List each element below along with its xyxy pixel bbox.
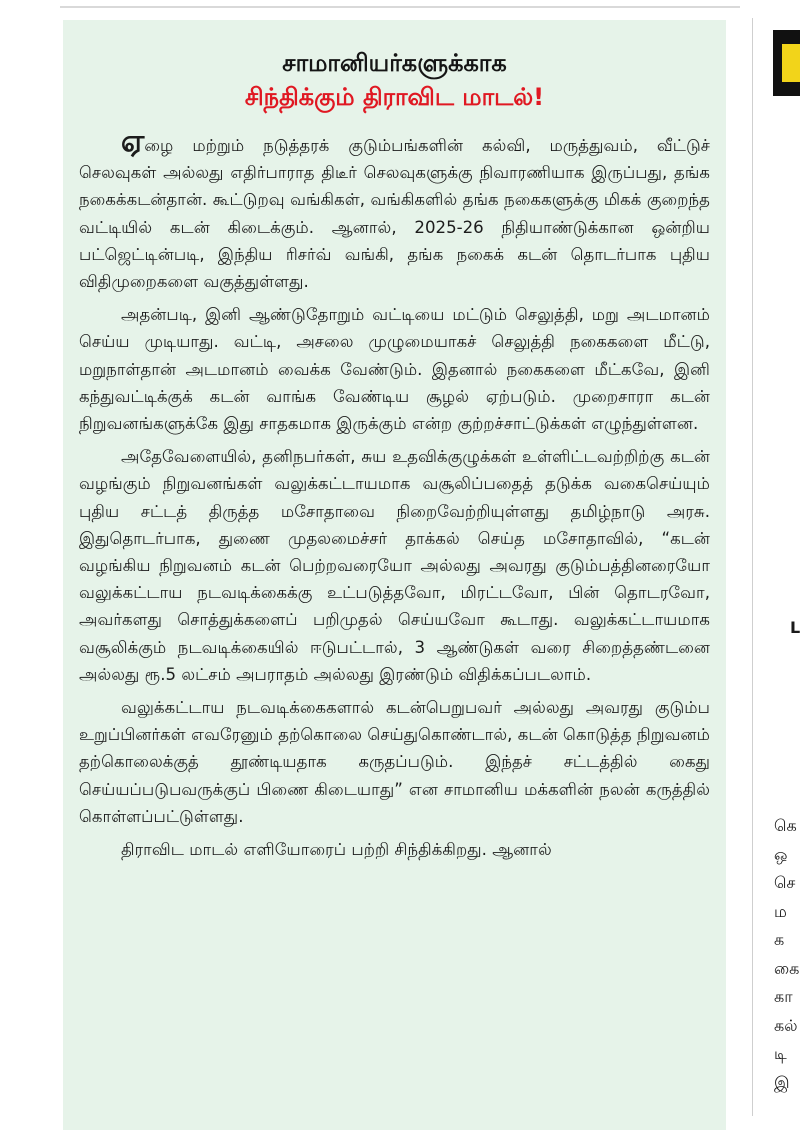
headline-line-2: சிந்திக்கும் திராவிட மாடல்! — [244, 83, 545, 111]
neighbor-line: கல் — [774, 1015, 798, 1035]
paragraph-3: அதேவேளையில், தனிநபர்கள், சுய உதவிக்குழுக்கள் உள்ளிட்டவற்றிற்கு கடன் வழங்கும் நிறுவனங்கள் வலுக்கட்டாயமாக வசூலிப்பதைத் தடுக்க வகைசெய்யும் புதிய சட்டத் திருத்த மசோதாவை நிறைவேற்றியுள்ளது தமிழ்நாடு அரசு. இதுதொடர்பாக, துணை முதலமைச்சர் தாக்கல் செய்த மசோதாவில், “கடன் வழங்கிய நிறுவனம் கடன் பெற்றவரையோ அல்லது அவரது குடும்பத்தினரையோ வலுக்கட்டாய நடவடிக்கைக்கு உட்படுத்தவோ, மிரட்டவோ, பின் தொடரவோ, அவர்களது சொத்துக்களைப் பறிமுதல் செய்யவோ கூடாது. வலுக்கட்டாயமாக வசூலிக்கும் நடவடிக்கையில் ஈடுபட்டால், 3 ஆண்டுகள் வரை சிறைத்தண்டனை அல்லது ரூ.5 லட்சம் அபராதம் அல்லது இரண்டும் விதிக்கப்படலாம். — [79, 447, 710, 684]
paragraph-2: அதன்படி, இனி ஆண்டுதோறும் வட்டியை மட்டும் செலுத்தி, மறு அடமானம் செய்ய முடியாது. வட்டி, அசலை முழுமையாகச் செலுத்தி நகைகளை மீட்டு, மறுநாள்தான் அடமானம் வைக்க வேண்டும். இதனால் நகைகளை மீட்கவே, இனி கந்துவட்டிக்குக் கடன் வாங்க வேண்டிய சூழல் ஏற்படும். முறைசாரா கடன் நிறுவனங்களுக்கே இது சாதகமாக இருக்கும் என்ற குற்றச்சாட்டுக்கள் எழுந்துள்ளன. — [79, 305, 710, 434]
neighbor-logo-mark — [782, 44, 800, 82]
paragraph-4: வலுக்கட்டாய நடவடிக்கைகளால் கடன்பெறுபவர் அல்லது அவரது குடும்ப உறுப்பினர்கள் எவரேனும் தற்கொலை செய்துகொண்டால், கடன் கொடுத்த நிறுவனம் தற்கொலைக்குத் தூண்டியதாக கருதப்படும். இந்தச் சட்டத்தில் கைது செய்யப்படுபவருக்குப் பிணை கிடையாது” என சாமானிய மக்களின் நலன் கருத்தில் கொள்ளப்பட்டுள்ளது. — [79, 698, 710, 826]
neighbor-line: கெ — [774, 816, 797, 835]
article-box — [63, 20, 726, 1130]
top-rule — [60, 6, 740, 8]
neighbor-line: ஒ — [774, 844, 788, 864]
neighbor-line: க — [774, 930, 785, 949]
neighbor-line: டி — [774, 1044, 787, 1063]
headline-line-1: சாமானியர்களுக்காக — [282, 49, 507, 77]
paragraph-1 — [79, 124, 710, 295]
neighbor-line: கா — [774, 987, 793, 1006]
paragraph-1-text: ழை மற்றும் நடுத்தரக் குடும்பங்களின் கல்வி, மருத்துவம், வீட்டுச் செலவுகள் அல்லது எதிர்பாராத திடீர் செலவுகளுக்கு நிவாரணியாக இருப்பது, தங்க நகைக்கடன்தான். கூட்டுறவு வங்கிகள், வங்கிகளில் தங்க நகைகளுக்கு மிகக் குறைந்த வட்டியில் கடன் கிடைக்கும். ஆனால், 2025-26 நிதியாண்டுக்கான ஒன்றிய பட்ஜெட்டின்படி, இந்திய ரிசர்வ் வங்கி, தங்க நகைக் கடன் தொடர்பாக புதிய விதிமுறைகளை வகுத்துள்ளது. — [79, 136, 710, 292]
dropcap: ஏ — [121, 124, 145, 159]
neighbor-line: கை — [774, 958, 800, 978]
paragraph-5: திராவிட மாடல் எளியோரைப் பற்றி சிந்திக்கிறது. ஆனால் — [121, 840, 552, 860]
neighbor-line: ம — [774, 901, 787, 921]
neighbor-column — [774, 812, 800, 1116]
neighbor-fragment: L — [790, 618, 800, 637]
neighbor-line: இ — [774, 1072, 790, 1092]
column-divider — [752, 18, 753, 1116]
neighbor-line: செ — [774, 873, 796, 892]
